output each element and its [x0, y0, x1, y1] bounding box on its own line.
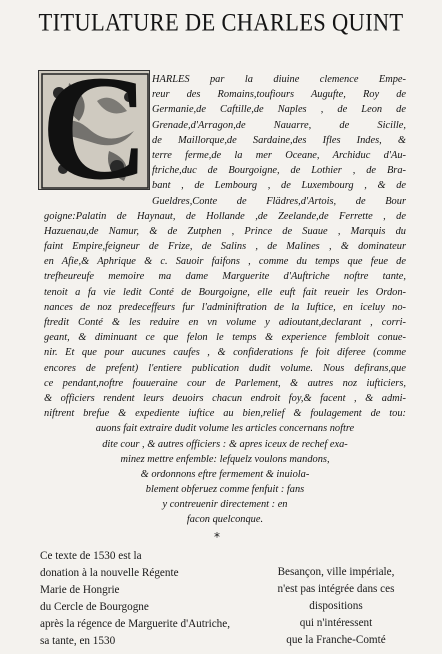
note-left-line: donation à la nouvelle Régente — [40, 567, 179, 579]
note-right-line: n'est pas intégrée dans ces — [277, 583, 395, 595]
note-right-line: qui n'intéressent — [299, 617, 373, 629]
note-left-line: sa tante, en 1530 — [40, 635, 116, 647]
text-line: faint Empire,feigneur de Frize, de Salins , de Malines , & dominateur — [44, 241, 406, 253]
text-line: niftrent brefue & expediente iuftice au bien,relief & foulagement de tou: — [44, 408, 406, 420]
text-line: Germanie,de Caftille,de Naples , de Leon de — [152, 104, 406, 116]
note-right-line: dispositions — [309, 600, 363, 612]
ornament-asterisk: * — [214, 530, 220, 544]
note-right-line: que la Franche-Comté — [286, 634, 386, 646]
text-line: nances de noz predeceffeurs fur l'adminiftration de la Iuftice, en iceluy no- — [44, 301, 406, 313]
text-line: geant, & diminuant ce que felon le temps & experience fembloit conue- — [44, 332, 406, 344]
text-line: en Afie,& Aphrique & c. Sauoir faifons , comme du temps que feue de — [44, 256, 406, 268]
text-line: ftriche,duc de Bourgoigne, de Lothier , de Bra- — [152, 165, 406, 177]
initial-letter: C — [40, 70, 150, 190]
text-line: blement obferuez comme fenfuit : fans — [145, 484, 305, 496]
text-line: & ordonnons eftre fermement & inuiola- — [140, 468, 310, 480]
note-left-line: du Cercle de Bourgogne — [40, 601, 149, 613]
note-left-line: Marie de Hongrie — [40, 584, 120, 596]
text-line: reur des Romains,toufiours Augufte, Roy de — [152, 89, 406, 101]
note-left-line: Ce texte de 1530 est la — [40, 550, 142, 562]
text-line: ftredit Conté & les reduire en vn volume y adioutant,declarant , corri- — [44, 317, 406, 328]
text-line: de Maillorque,de Sardaine,des Ifles Indes, & — [152, 134, 406, 146]
text-line: tenoit a fa vie ledit Conté de Bourgoigne, elle euft fait reueir les Ordon- — [44, 286, 406, 298]
note-right — [250, 564, 422, 649]
text-line: nir. Et que pour aucunes caufes , & confiderations fe foit diferee (comme — [44, 347, 406, 359]
text-line: Hazuenau,de Namur, & de Zutphen , Prince de Suaue , Marquis du — [44, 225, 406, 237]
text-line: goigne:Palatin de Haynaut, de Hollande ,de Zeelande,de Ferrette , de — [44, 210, 406, 222]
text-line: minez mettre enfemble: lefquelz voulons mandons, — [120, 453, 330, 465]
text-line: dite cour , & autres officiers : & apres iceux de rechef exa- — [102, 438, 348, 450]
text-line: facon quelconque. — [186, 514, 264, 526]
text-line: Gueldres,Conte de Flädres,d'Artois, de Bour — [152, 195, 406, 207]
text-line: trefheureufe memoire ma dame Marguerite d'Auftriche noftre tante, — [44, 271, 406, 283]
text-line: y contreuenir directement : en — [162, 499, 288, 511]
text-line: HARLES par la diuine clemence Empe- — [152, 74, 406, 85]
text-line: ce pendant,noftre fouueraine cour de Parlement, & autres noz iufticiers, — [44, 377, 406, 389]
note-left — [40, 548, 250, 650]
text-line: bant , de Lembourg , de Luxembourg , & de — [152, 180, 406, 192]
text-line: terre ferme,de la mer Oceane, Archiduc d'Au- — [152, 149, 406, 161]
text-line: Grenade,d'Arragon,de Nauarre, de Sicille, — [152, 119, 406, 131]
note-left-line: après la régence de Marguerite d'Autriche, — [40, 618, 231, 630]
charter-text — [44, 72, 406, 528]
text-line: auons fait extraire dudit volume les articles concernans noftre — [95, 423, 355, 435]
page-title: TITULATURE DE CHARLES QUINT — [38, 8, 404, 37]
text-line: encores de prefent) l'entiere publication dudit volume. Nous defirans,que — [44, 362, 406, 374]
note-right-line: Besançon, ville impériale, — [277, 566, 395, 578]
text-line: & officiers rendent leurs deuoirs chacun endroit foy,& facent , & admi- — [44, 392, 406, 404]
